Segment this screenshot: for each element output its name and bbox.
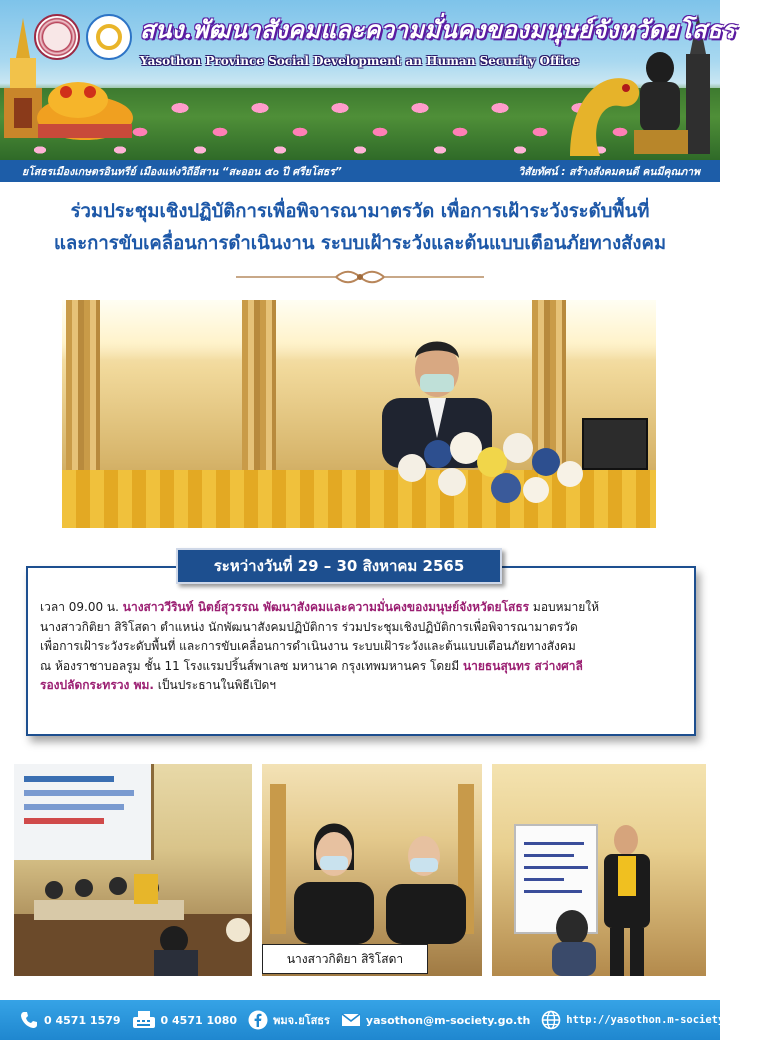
- footer-website: [540, 1009, 768, 1031]
- phone-icon: [18, 1009, 40, 1031]
- office-name-english: Yasothon Province Social Development an Human Security Office: [140, 54, 580, 68]
- website-url[interactable]: http://yasothon.m-society.go.th/: [566, 1014, 769, 1026]
- contact-footer: [0, 1000, 769, 1040]
- footer-phone: [18, 1009, 121, 1031]
- toad-statue-image: [30, 72, 140, 140]
- presenter-photo: [492, 764, 706, 976]
- body-line-3: เพื่อการเฝ้าระวังระดับพื้นที่ และการขับเคลื่อนการดำเนินงาน ระบบเฝ้าระวังและต้นแบบเตือนภัยทางสังคม: [40, 639, 576, 653]
- province-slogan: ยโสธรเมืองเกษตรอินทรีย์ เมืองแห่งวิถีอีสาน “สะออน ๕๐ ปี ศรียโสธร”: [22, 165, 342, 178]
- highlight-chairman-name: นายธนสุนทร สว่างศาลี: [462, 658, 583, 673]
- vision-statement: วิสัยทัศน์ : สร้างสังคมคนดี คนมีคุณภาพ: [518, 165, 700, 178]
- body-text: มอบหมายให้: [529, 600, 600, 614]
- office-name-thai: สนง.พัฒนาสังคมและความมั่นคงของมนุษย์จังหวัดยโสธร: [140, 15, 736, 44]
- facebook-page[interactable]: พมจ.ยโสธร: [273, 1014, 330, 1027]
- body-text: เป็นประธานในพิธีเปิดฯ: [153, 678, 277, 692]
- footer-email: [340, 1009, 530, 1031]
- body-line-4: [40, 657, 684, 677]
- article-body-box: [26, 566, 696, 736]
- email-icon: [340, 1009, 362, 1031]
- ornamental-divider: [236, 270, 484, 284]
- body-line-5: [40, 676, 684, 696]
- meeting-attendees-image: [14, 860, 252, 976]
- article-headline: [0, 196, 720, 260]
- event-date-tab: [176, 548, 502, 584]
- body-time: เวลา 09.00 น.: [40, 600, 123, 614]
- headline-line-1: ร่วมประชุมเชิงปฏิบัติการเพื่อพิจารณามาตรวัด เพื่อการเฝ้าระวังระดับพื้นที่: [70, 201, 650, 222]
- body-line-1: [40, 598, 684, 618]
- two-women-image: [282, 810, 472, 944]
- article-body: [40, 598, 684, 696]
- tagline-bar: [0, 160, 720, 182]
- meeting-room-photo: [14, 764, 252, 976]
- presenter-figure: [552, 818, 702, 976]
- body-line-2: นางสาวกิติยา สิริโสดา ตำแหน่ง นักพัฒนาสังคมปฏิบัติการ ร่วมประชุมเชิงปฏิบัติการเพื่อพิจารณามาตรวัด: [40, 619, 578, 634]
- anniversary-50-logo: [86, 14, 132, 60]
- main-event-photo: [62, 300, 656, 528]
- header-banner: [0, 0, 736, 160]
- globe-icon: [540, 1009, 562, 1031]
- highlight-chairman-position: รองปลัดกระทรวง พม.: [40, 678, 154, 692]
- flower-arrangement-image: [382, 418, 602, 514]
- facebook-icon: [247, 1009, 269, 1031]
- footer-fax: [131, 1009, 238, 1031]
- event-date: ระหว่างวันที่ 29 – 30 สิงหาคม 2565: [213, 557, 465, 575]
- fax-icon: [131, 1009, 157, 1031]
- highlight-director: นางสาววีรินท์ นิตย์สุวรรณ พัฒนาสังคมและความมั่นคงของมนุษย์จังหวัดยโสธร: [122, 600, 530, 614]
- projector-screen: [14, 764, 154, 860]
- attendees-photo: [262, 764, 482, 976]
- photo-caption: [262, 944, 428, 974]
- footer-facebook: [247, 1009, 330, 1031]
- photo-caption-text: นางสาวกิติยา สิริโสดา: [286, 951, 404, 966]
- body-text: ณ ห้องราชาบอลรูม ชั้น 11 โรงแรมปริ้นส์พาเลซ มหานาค กรุงเทพมหานคร โดยมี: [40, 658, 463, 673]
- email-address[interactable]: yasothon@m-society.go.th: [365, 1013, 531, 1027]
- phone-number[interactable]: 0 4571 1579: [44, 1013, 121, 1027]
- ministry-seal-logo: [34, 14, 80, 60]
- fax-number: 0 4571 1080: [160, 1013, 238, 1027]
- headline-line-2: และการขับเคลื่อนการดำเนินงาน ระบบเฝ้าระวังและต้นแบบเตือนภัยทางสังคม: [53, 233, 667, 254]
